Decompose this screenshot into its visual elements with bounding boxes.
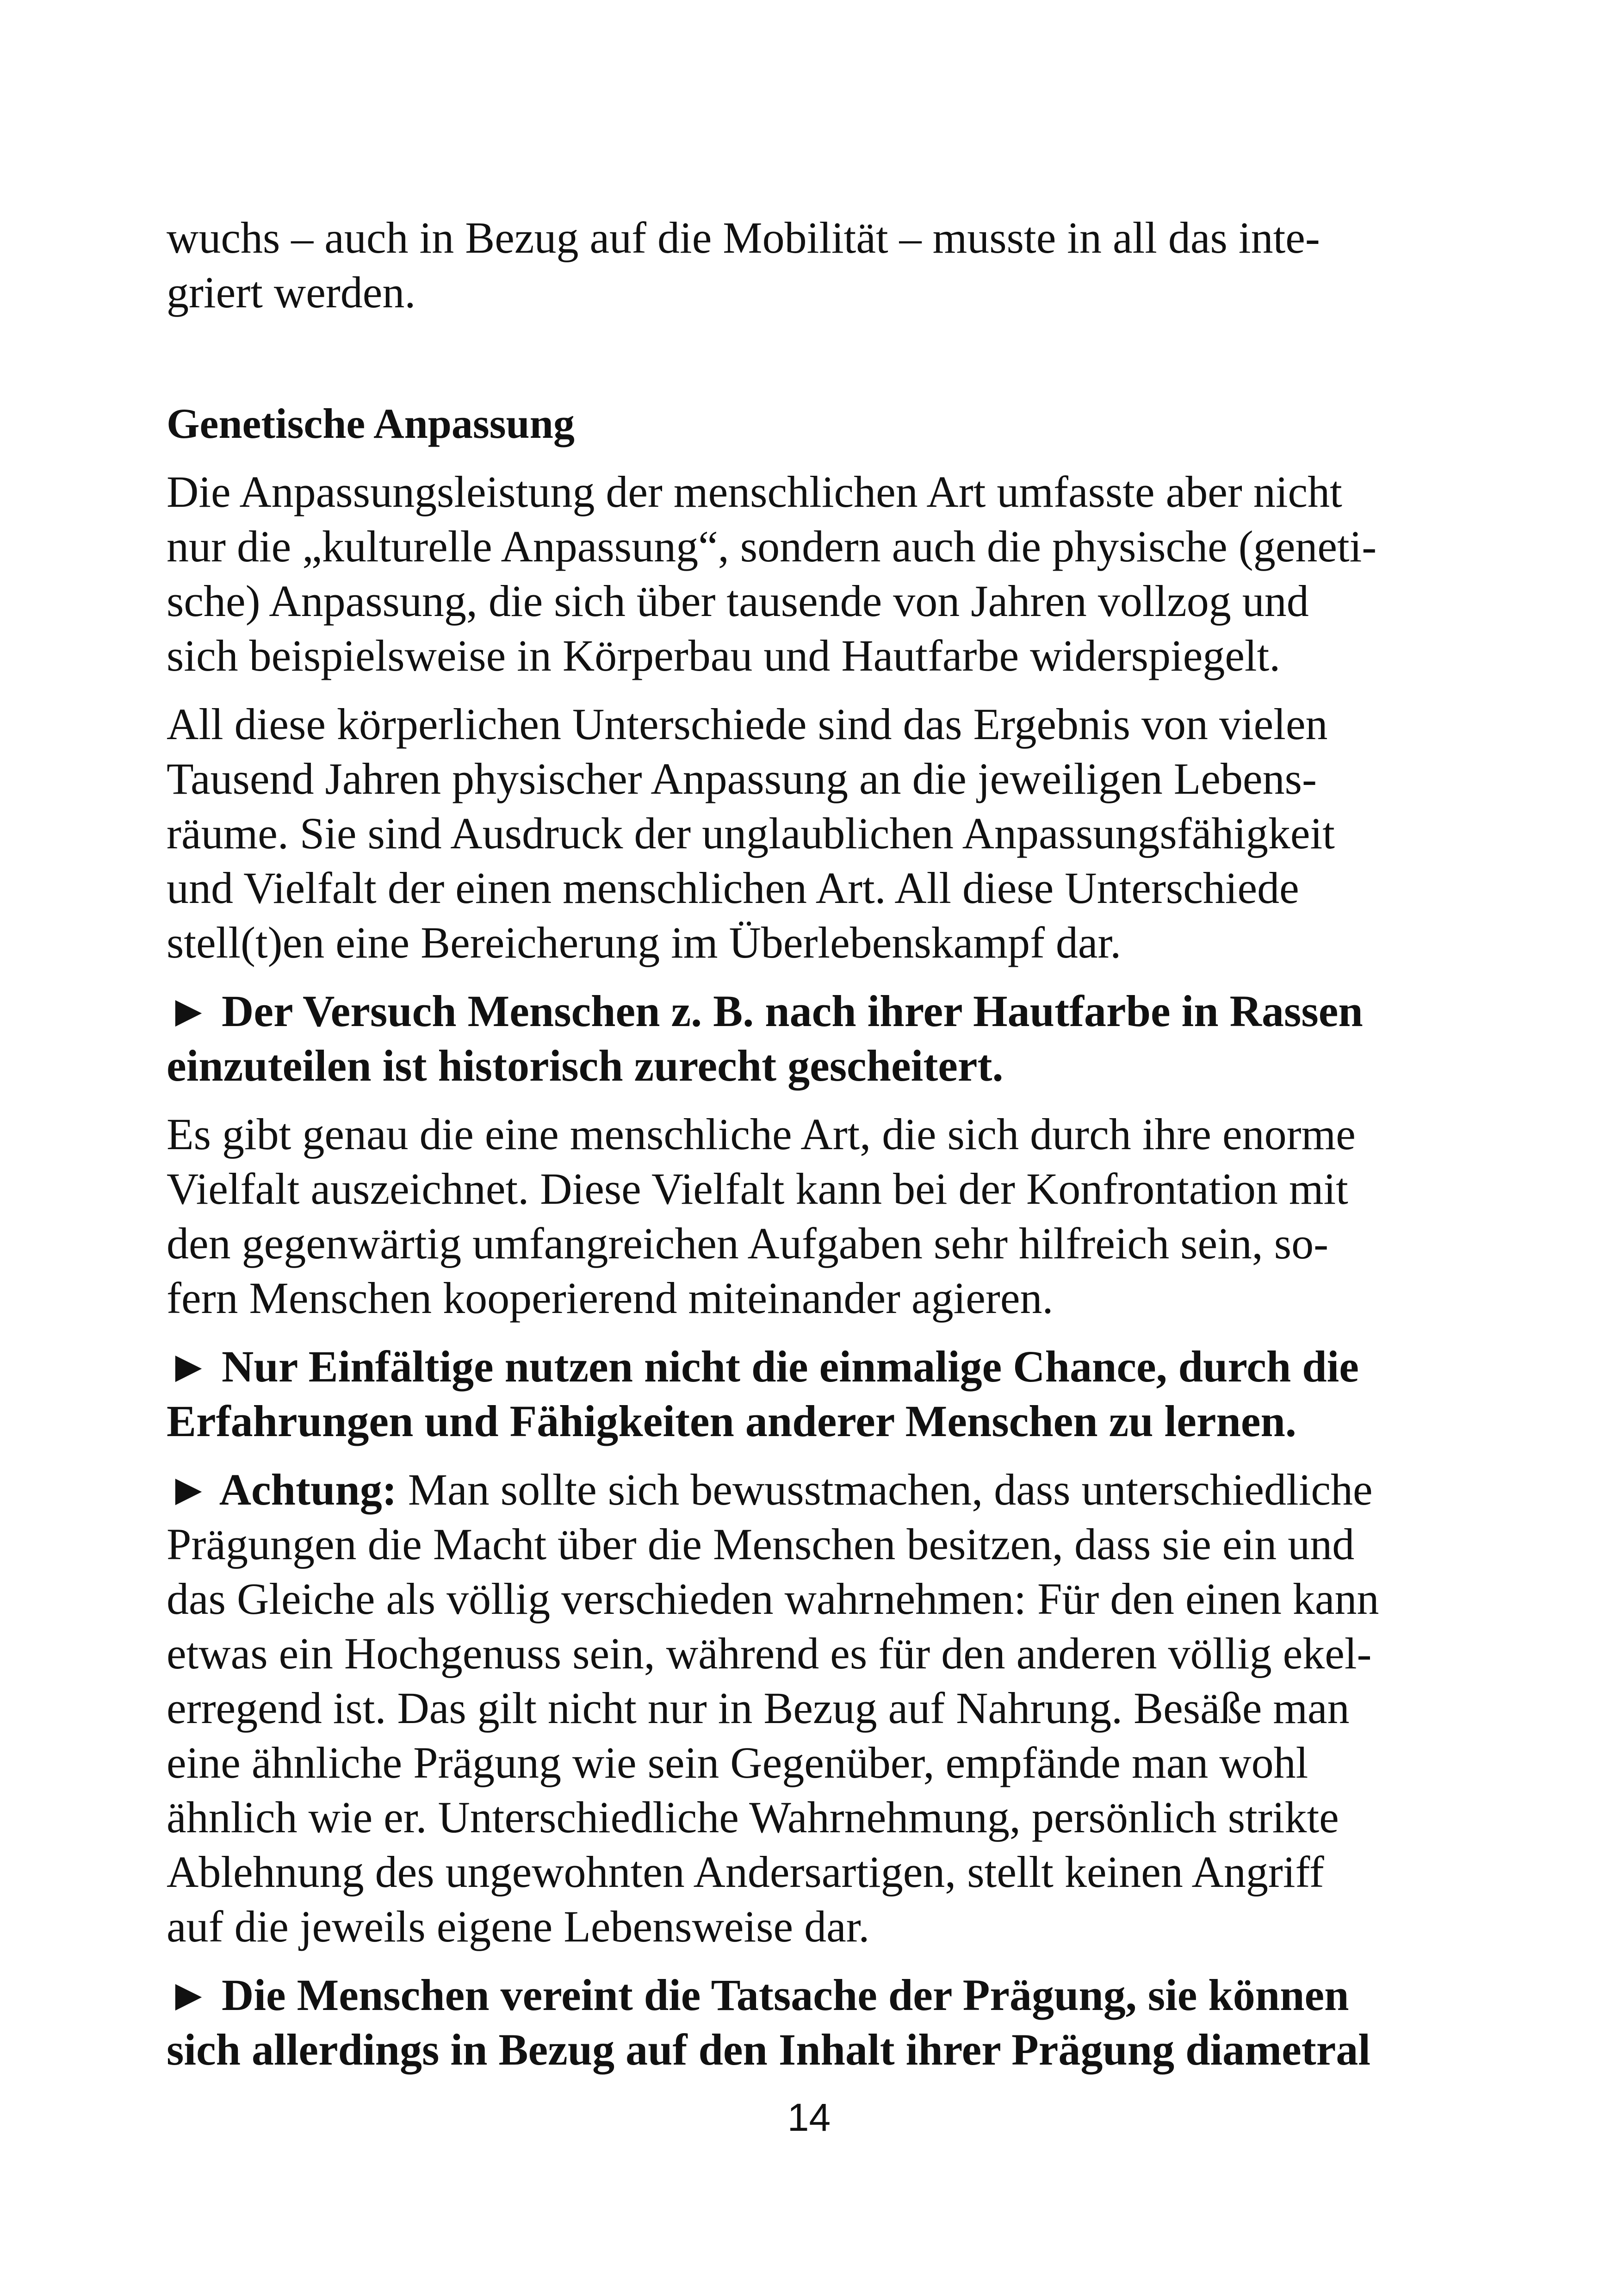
- text-line: Ablehnung des ungewohnten Andersartigen, stellt keinen Angriff: [167, 1847, 1324, 1897]
- text-line: erregend ist. Das gilt nicht nur in Bezug auf Nahrung. Besäße man: [167, 1683, 1350, 1733]
- text-line: sche) Anpassung, die sich über tausende von Jahren vollzog und: [167, 576, 1309, 626]
- text-line: nur die „kulturelle Anpassung“, sondern auch die physische (geneti-: [167, 522, 1377, 571]
- text-line: ► Die Menschen vereint die Tatsache der Prägung, sie können: [167, 1970, 1349, 2020]
- text-line: stell(t)en eine Bereicherung im Überlebenskampf dar.: [167, 918, 1122, 967]
- paragraph-genetic-adaptation: [167, 465, 1453, 683]
- text-line: griert werden.: [167, 268, 416, 317]
- text-line: wuchs – auch in Bezug auf die Mobilität – musste in all das inte-: [167, 213, 1320, 262]
- paragraph-attention: [167, 1462, 1453, 1954]
- text-line: ► Der Versuch Menschen z. B. nach ihrer Hautfarbe in Rassen: [167, 986, 1363, 1036]
- page-content: [167, 211, 1453, 2077]
- text-line: [167, 1462, 1453, 1517]
- note-learning-chance: [167, 1339, 1453, 1449]
- text-line: ähnlich wie er. Unterschiedliche Wahrnehmung, persönlich strikte: [167, 1792, 1339, 1842]
- text-line: Vielfalt auszeichnet. Diese Vielfalt kann bei der Konfrontation mit: [167, 1164, 1348, 1213]
- attention-label: ► Achtung:: [167, 1465, 397, 1514]
- text-line: das Gleiche als völlig verschieden wahrnehmen: Für den einen kann: [167, 1574, 1379, 1624]
- section-heading: [167, 396, 1453, 451]
- text-line: ► Nur Einfältige nutzen nicht die einmalige Chance, durch die: [167, 1342, 1359, 1391]
- text-line: sich allerdings in Bezug auf den Inhalt ihrer Prägung diametral: [167, 2025, 1370, 2074]
- text-line: auf die jeweils eigene Lebensweise dar.: [167, 1902, 870, 1951]
- note-imprinting: [167, 1968, 1453, 2077]
- page-number: 14: [787, 2096, 831, 2139]
- text-line: einzuteilen ist historisch zurecht gescheitert.: [167, 1041, 1004, 1090]
- heading-text: Genetische Anpassung: [167, 400, 575, 447]
- intro-paragraph: [167, 211, 1453, 320]
- text-line: Prägungen die Macht über die Menschen besitzen, dass sie ein und: [167, 1519, 1355, 1569]
- note-race-classification: [167, 984, 1453, 1093]
- text-line: Erfahrungen und Fähigkeiten anderer Menschen zu lernen.: [167, 1396, 1296, 1446]
- text-line: Die Anpassungsleistung der menschlichen Art umfasste aber nicht: [167, 467, 1342, 516]
- text-line: Es gibt genau die eine menschliche Art, die sich durch ihre enorme: [167, 1109, 1356, 1159]
- paragraph-one-species: [167, 1107, 1453, 1325]
- attention-first-line: Man sollte sich bewusstmachen, dass unterschiedliche: [397, 1465, 1373, 1514]
- text-line: eine ähnliche Prägung wie sein Gegenüber, empfände man wohl: [167, 1738, 1308, 1787]
- text-line: sich beispielsweise in Körperbau und Hautfarbe widerspiegelt.: [167, 631, 1281, 680]
- text-line: räume. Sie sind Ausdruck der unglaublichen Anpassungsfähigkeit: [167, 809, 1335, 858]
- text-line: All diese körperlichen Unterschiede sind das Ergebnis von vielen: [167, 699, 1328, 749]
- text-line: und Vielfalt der einen menschlichen Art. All diese Unterschiede: [167, 863, 1299, 913]
- text-line: den gegenwärtig umfangreichen Aufgaben sehr hilfreich sein, so-: [167, 1219, 1329, 1268]
- text-line: etwas ein Hochgenuss sein, während es für den anderen völlig ekel-: [167, 1629, 1372, 1678]
- text-line: fern Menschen kooperierend miteinander agieren.: [167, 1273, 1054, 1323]
- paragraph-physical-differences: [167, 697, 1453, 970]
- text-line: Tausend Jahren physischer Anpassung an die jeweiligen Lebens-: [167, 754, 1317, 803]
